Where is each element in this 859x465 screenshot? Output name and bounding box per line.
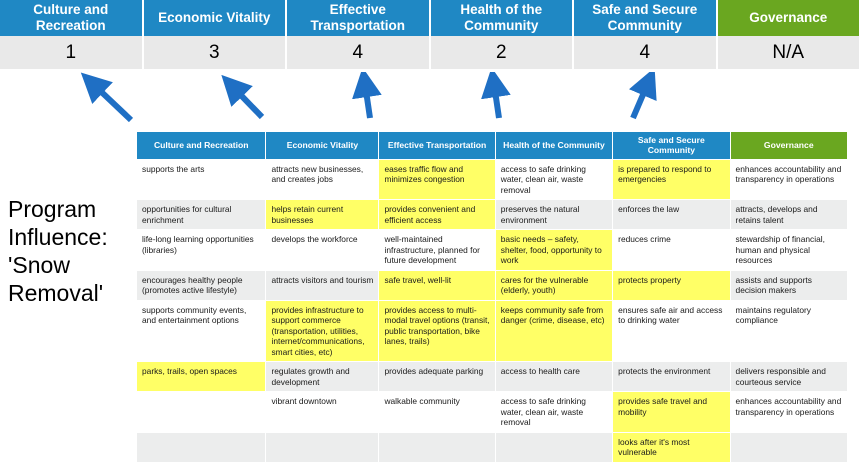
matrix-cell: protects the environment bbox=[613, 362, 730, 392]
arrow-economic-vitality bbox=[233, 87, 262, 117]
matrix-cell: encourages healthy people (promotes active lifestyle) bbox=[137, 270, 266, 300]
matrix-cell bbox=[266, 432, 379, 462]
table-row bbox=[137, 200, 848, 230]
matrix-cell: maintains regulatory compliance bbox=[730, 300, 847, 362]
matrix-header-governance: Governance bbox=[730, 132, 847, 160]
matrix-cell: regulates growth and development bbox=[266, 362, 379, 392]
matrix-cell: attracts new businesses, and creates jobs bbox=[266, 159, 379, 200]
matrix-cell: stewardship of financial, human and physical resources bbox=[730, 230, 847, 271]
matrix-cell: enhances accountability and transparency in operations bbox=[730, 392, 847, 433]
arrow-culture-and-recreation bbox=[93, 84, 131, 120]
score-effective-transportation: 4 bbox=[287, 36, 431, 69]
goal-header-safe-and-secure-community: Safe and Secure Community bbox=[574, 0, 718, 36]
matrix-cell: vibrant downtown bbox=[266, 392, 379, 433]
matrix-cell bbox=[137, 432, 266, 462]
arrows-svg bbox=[0, 72, 859, 134]
score-band bbox=[0, 36, 859, 72]
matrix-cell: assists and supports decision makers bbox=[730, 270, 847, 300]
table-row bbox=[137, 300, 848, 362]
matrix-cell: basic needs – safety, shelter, food, opportunity to work bbox=[495, 230, 612, 271]
table-row bbox=[137, 159, 848, 200]
matrix-cell: provides infrastructure to support commerce (transportation, utilities, internet/communications, smart cities, etc) bbox=[266, 300, 379, 362]
matrix-cell: opportunities for cultural enrichment bbox=[137, 200, 266, 230]
matrix-cell: attracts, develops and retains talent bbox=[730, 200, 847, 230]
matrix-cell bbox=[730, 432, 847, 462]
matrix-cell: ensures safe air and access to drinking water bbox=[613, 300, 730, 362]
matrix-cell bbox=[137, 392, 266, 433]
table-row bbox=[137, 362, 848, 392]
influence-matrix bbox=[136, 131, 848, 463]
matrix-cell: supports community events, and entertainment options bbox=[137, 300, 266, 362]
matrix-header-effective-transportation: Effective Transportation bbox=[379, 132, 495, 160]
matrix-cell: enhances accountability and transparency in operations bbox=[730, 159, 847, 200]
matrix-cell bbox=[379, 432, 495, 462]
arrow-health-of-the-community bbox=[494, 84, 499, 118]
matrix-cell: looks after it's most vulnerable bbox=[613, 432, 730, 462]
matrix-cell: preserves the natural environment bbox=[495, 200, 612, 230]
matrix-cell: reduces crime bbox=[613, 230, 730, 271]
matrix-cell: parks, trails, open spaces bbox=[137, 362, 266, 392]
matrix-cell: is prepared to respond to emergencies bbox=[613, 159, 730, 200]
matrix-cell: helps retain current businesses bbox=[266, 200, 379, 230]
matrix-header-health-of-the-community: Health of the Community bbox=[495, 132, 612, 160]
matrix-cell: supports the arts bbox=[137, 159, 266, 200]
matrix-cell: keeps community safe from danger (crime, disease, etc) bbox=[495, 300, 612, 362]
arrow-safe-and-secure-community bbox=[633, 83, 648, 118]
matrix-cell: eases traffic flow and minimizes congestion bbox=[379, 159, 495, 200]
goal-header-culture-and-recreation: Culture and Recreation bbox=[0, 0, 144, 36]
matrix-header-economic-vitality: Economic Vitality bbox=[266, 132, 379, 160]
matrix-cell: attracts visitors and tourism bbox=[266, 270, 379, 300]
matrix-cell: provides convenient and efficient access bbox=[379, 200, 495, 230]
score-governance: N/A bbox=[772, 41, 805, 63]
score-economic-vitality: 3 bbox=[144, 36, 288, 69]
goal-header-governance: Governance bbox=[718, 0, 859, 36]
matrix-cell: provides access to multi-modal travel options (transit, public transportation, bike lanes, trails) bbox=[379, 300, 495, 362]
program-influence-caption: Program Influence: 'Snow Removal' bbox=[8, 196, 108, 307]
matrix-cell: walkable community bbox=[379, 392, 495, 433]
table-row bbox=[137, 230, 848, 271]
matrix-header-safe-and-secure-community: Safe and Secure Community bbox=[613, 132, 730, 160]
matrix-cell bbox=[495, 432, 612, 462]
matrix-cell: delivers responsible and courteous service bbox=[730, 362, 847, 392]
score-culture-and-recreation: 1 bbox=[0, 36, 144, 69]
matrix-header-row bbox=[137, 132, 848, 160]
matrix-cell: enforces the law bbox=[613, 200, 730, 230]
table-row bbox=[137, 392, 848, 433]
matrix-cell: well-maintained infrastructure, planned for future development bbox=[379, 230, 495, 271]
goal-header-health-of-the-community: Health of the Community bbox=[431, 0, 575, 36]
score-health-of-the-community: 2 bbox=[431, 36, 575, 69]
table-row bbox=[137, 432, 848, 462]
matrix-cell: provides safe travel and mobility bbox=[613, 392, 730, 433]
matrix-cell: access to safe drinking water, clean air, waste removal bbox=[495, 159, 612, 200]
goal-header-band bbox=[0, 0, 859, 36]
matrix-cell: protects property bbox=[613, 270, 730, 300]
matrix-cell: cares for the vulnerable (elderly, youth) bbox=[495, 270, 612, 300]
goal-header-effective-transportation: Effective Transportation bbox=[287, 0, 431, 36]
goal-header-economic-vitality: Economic Vitality bbox=[144, 0, 288, 36]
matrix-cell: access to health care bbox=[495, 362, 612, 392]
matrix-cell: access to safe drinking water, clean air, waste removal bbox=[495, 392, 612, 433]
arrow-effective-transportation bbox=[365, 84, 370, 118]
matrix-cell: safe travel, well-lit bbox=[379, 270, 495, 300]
matrix-cell: provides adequate parking bbox=[379, 362, 495, 392]
matrix-cell: develops the workforce bbox=[266, 230, 379, 271]
arrow-layer bbox=[0, 72, 859, 134]
score-safe-and-secure-community: 4 bbox=[574, 36, 718, 69]
matrix-header-culture-and-recreation: Culture and Recreation bbox=[137, 132, 266, 160]
matrix-cell: life-long learning opportunities (libraries) bbox=[137, 230, 266, 271]
table-row bbox=[137, 270, 848, 300]
